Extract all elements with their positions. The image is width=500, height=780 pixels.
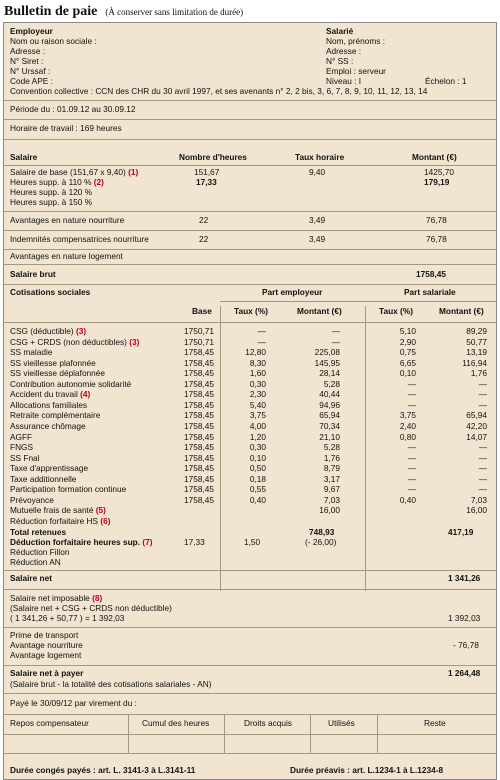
contribution-base: 1758,45	[184, 368, 214, 379]
footnote-ref: (5)	[95, 505, 106, 516]
footer-paid-leave: Durée congés payés : art. L. 3141-3 à L.3141-11	[10, 765, 196, 775]
net-pay-amount: 1 264,48	[448, 668, 481, 678]
total-deductions-label: Total retenues	[10, 527, 67, 537]
employee-part-heading: Part salariale	[404, 287, 456, 297]
gross-salary-label: Salaire brut	[10, 269, 56, 279]
rest-header: Droits acquis	[244, 718, 292, 728]
rest-header: Utilisés	[328, 718, 355, 728]
contribution-em: 94,96	[319, 399, 340, 410]
contribution-st: —	[407, 442, 416, 453]
food-benefit-label: Avantages en nature nourriture	[10, 215, 125, 225]
contribution-em: 5,28	[323, 442, 340, 453]
contribution-base: 1758,45	[184, 420, 214, 431]
contribution-em: 40,44	[319, 389, 340, 400]
food-benefit-qty: 22	[199, 215, 209, 225]
contribution-et: 12,80	[245, 347, 266, 358]
employee-rate-header: Taux (%)	[379, 306, 413, 316]
food-benefit-amount: 76,78	[426, 215, 447, 225]
contribution-st: —	[407, 389, 416, 400]
contribution-em: 70,34	[319, 420, 340, 431]
rest-header: Reste	[424, 718, 446, 728]
employer-part-heading: Part employeur	[262, 287, 323, 297]
employer-line: N° Urssaf :	[10, 66, 51, 76]
employee-amount-header: Montant (€)	[439, 306, 484, 316]
taxable-amount: 1 392,03	[448, 613, 481, 623]
payslip-header	[0, 0, 500, 22]
contribution-et: —	[257, 326, 266, 336]
net-pay-label: Salaire net à payer	[10, 668, 84, 678]
net-salary-amount: 1 341,26	[448, 573, 481, 583]
contribution-label: Taxe additionnelle	[10, 473, 77, 484]
contribution-st: —	[407, 399, 416, 410]
contribution-st: —	[407, 378, 416, 389]
contribution-sm: 116,94	[462, 357, 487, 368]
contribution-sm: —	[478, 484, 487, 495]
contribution-st: 3,75	[399, 410, 416, 421]
base-amount: 1425,70	[424, 167, 454, 177]
contribution-sm: —	[478, 452, 487, 463]
contribution-base: 1758,45	[184, 357, 214, 368]
contribution-base: 1758,45	[184, 378, 214, 389]
contribution-sm: 65,94	[466, 410, 487, 421]
contribution-base: 1758,45	[184, 442, 214, 453]
food-allowance-label: Indemnités compensatrices nourriture	[10, 234, 149, 244]
contribution-et: 0,18	[249, 473, 266, 484]
overtime-deduction-amount: (- 26,00)	[305, 537, 337, 547]
contribution-et: 8,30	[249, 357, 266, 368]
footnote-ref: (7)	[142, 537, 153, 547]
convention: Convention collective : CCN des CHR du 30 avril 1997, et ses avenants n° 2, 2 bis, 3, 6, 7, 8, 9, 10, 11, 12, 13, 14	[10, 86, 428, 96]
contribution-et: 0,30	[249, 378, 266, 389]
taxable-computation: ( 1 341,26 + 50,77 ) = 1 392,03	[10, 613, 125, 623]
contribution-base: 1758,45	[184, 389, 214, 400]
contribution-em: 1,76	[323, 452, 340, 463]
employer-line: Adresse :	[10, 46, 46, 56]
housing-benefit-label: Avantages en nature logement	[10, 251, 123, 261]
contribution-base: 1750,71	[184, 326, 214, 336]
contribution-base: 1750,71	[184, 336, 214, 347]
payslip-title: Bulletin de paie	[4, 4, 98, 19]
overtime-deduction-label: Déduction forfaitaire heures sup. (7)	[10, 537, 153, 547]
salary-header: Salaire	[10, 152, 38, 162]
contribution-st: 0,80	[399, 431, 416, 442]
contribution-sm: 14,07	[466, 431, 487, 442]
overtime-deduction-base: 17,33	[184, 537, 205, 547]
contribution-em: 9,67	[323, 484, 340, 495]
base-rate: 9,40	[309, 167, 326, 177]
employee-line: N° SS :	[326, 56, 354, 66]
net-salary-label: Salaire net	[10, 573, 52, 583]
contribution-st: 5,10	[399, 326, 416, 336]
contribution-st: 0,75	[399, 347, 416, 358]
contribution-em: 16,00	[319, 505, 340, 516]
contribution-label: Retraite complémentaire	[10, 410, 101, 421]
employee-line: Niveau : I	[326, 76, 362, 86]
payment-line: Payé le 30/09/12 par virement du :	[10, 698, 137, 708]
contribution-base: 1758,45	[184, 410, 214, 421]
base-hours: 151,67	[194, 167, 220, 177]
contribution-sm: 42,20	[466, 420, 487, 431]
contribution-st: —	[407, 473, 416, 484]
food-allowance-amount: 76,78	[426, 234, 447, 244]
contribution-label: CSG (déductible) (3)	[10, 326, 87, 336]
contribution-base: 1758,45	[184, 463, 214, 474]
housing-advantage-label: Avantage logement	[10, 650, 82, 660]
contribution-base: 1758,45	[184, 452, 214, 463]
contribution-base: 1758,45	[184, 473, 214, 484]
rest-header: Cumul des heures	[142, 718, 210, 728]
base-salary-label: Salaire de base (151,67 x 9,40) (1)	[10, 167, 139, 177]
contribution-st: 2,90	[399, 336, 416, 347]
contribution-label: AGFF	[10, 431, 33, 442]
contribution-sm: 89,29	[466, 326, 487, 336]
footnote-ref: (8)	[92, 593, 103, 603]
contribution-et: 0,40	[249, 494, 266, 505]
contribution-label: SS maladie	[10, 347, 53, 358]
employee-line: Nom, prénoms :	[326, 36, 386, 46]
echelon: Échelon : 1	[425, 76, 467, 86]
contribution-label: CSG + CRDS (non déductibles) (3)	[10, 336, 140, 347]
contribution-st: 0,40	[399, 494, 416, 505]
food-allowance-qty: 22	[199, 234, 209, 244]
contribution-base: 1758,45	[184, 494, 214, 505]
contribution-em: 65,94	[319, 410, 340, 421]
employee-line: Emploi : serveur	[326, 66, 386, 76]
contribution-label: Mutuelle frais de santé (5)	[10, 505, 106, 516]
contribution-et: 3,75	[249, 410, 266, 421]
contribution-em: 28,14	[319, 368, 340, 379]
taxable-formula: (Salaire net + CSG + CRDS non déductible)	[10, 603, 172, 613]
contribution-et: 4,00	[249, 420, 266, 431]
contribution-et: 1,60	[249, 368, 266, 379]
contribution-em: 7,03	[323, 494, 340, 505]
period: Période du : 01.09.12 au 30.09.12	[10, 104, 136, 114]
contribution-base: 1758,45	[184, 399, 214, 410]
taxable-salary-label: Salaire net imposable (8)	[10, 593, 103, 603]
contribution-label: Accident du travail (4)	[10, 389, 91, 400]
contribution-label: Réduction forfaitaire HS (6)	[10, 515, 111, 526]
contribution-st: —	[407, 484, 416, 495]
footer-notice: Durée préavis : art. L.1234-1 à L.1234-8	[290, 765, 444, 775]
employer-heading: Employeur	[10, 26, 53, 36]
contribution-label: Assurance chômage	[10, 420, 86, 431]
employer-line: Nom ou raison sociale :	[10, 36, 97, 46]
payslip-document	[3, 22, 497, 780]
gross-salary-amount: 1758,45	[416, 269, 446, 279]
overtime-120-label: Heures supp. à 120 %	[10, 187, 93, 197]
contribution-sm: 7,03	[470, 494, 487, 505]
contribution-label: Participation formation continue	[10, 484, 127, 495]
fillon-label: Réduction Fillon	[10, 547, 70, 557]
footnote-ref: (3)	[129, 336, 140, 347]
footnote-ref: (4)	[80, 389, 91, 400]
contribution-em: 3,17	[323, 473, 340, 484]
contribution-et: 0,10	[249, 452, 266, 463]
rest-header: Repos compensateur	[10, 718, 89, 728]
contribution-label: Allocations familiales	[10, 399, 88, 410]
contribution-et: —	[257, 336, 266, 347]
food-allowance-rate: 3,49	[309, 234, 326, 244]
contribution-em: —	[331, 326, 340, 336]
an-label: Réduction AN	[10, 557, 61, 567]
contribution-em: 225,08	[314, 347, 340, 358]
overtime-110-label: Heures supp. à 110 % (2)	[10, 177, 104, 187]
footnote-ref: (6)	[100, 515, 111, 526]
employee-heading: Salarié	[326, 26, 354, 36]
contribution-label: Taxe d'apprentissage	[10, 463, 89, 474]
contribution-st: 2,40	[399, 420, 416, 431]
contribution-label: FNGS	[10, 442, 34, 453]
footnote-ref: (1)	[128, 167, 139, 177]
contribution-et: 0,55	[249, 484, 266, 495]
payslip-subtitle: (À conserver sans limitation de durée)	[105, 7, 244, 17]
overtime-150-label: Heures supp. à 150 %	[10, 197, 93, 207]
contribution-base: 1758,45	[184, 347, 214, 358]
footnote-ref: (3)	[75, 326, 87, 336]
contribution-sm: —	[478, 473, 487, 484]
contribution-label: Prévoyance	[10, 494, 54, 505]
footnote-ref: (2)	[93, 177, 104, 187]
contribution-st: —	[407, 452, 416, 463]
contribution-em: 21,10	[319, 431, 340, 442]
food-advantage-label: Avantage nourriture	[10, 640, 83, 650]
contribution-em: 8,79	[323, 463, 340, 474]
total-employee: 417,19	[448, 527, 474, 537]
contribution-et: 5,40	[249, 399, 266, 410]
contribution-label: SS Fnal	[10, 452, 40, 463]
employer-line: N° Siret :	[10, 56, 44, 66]
contribution-et: 0,50	[249, 463, 266, 474]
employer-rate-header: Taux (%)	[234, 306, 268, 316]
contribution-et: 2,30	[249, 389, 266, 400]
contribution-base: 1758,45	[184, 484, 214, 495]
employer-line: Code APE :	[10, 76, 53, 86]
contribution-sm: —	[478, 399, 487, 410]
contribution-et: 0,30	[249, 442, 266, 453]
employee-line: Adresse :	[326, 46, 362, 56]
contribution-base: 1758,45	[184, 431, 214, 442]
transport-label: Prime de transport	[10, 630, 79, 640]
contribution-em: 5,28	[323, 378, 340, 389]
contribution-sm: 1,76	[470, 368, 487, 379]
contribution-sm: —	[478, 463, 487, 474]
contribution-et: 1,20	[249, 431, 266, 442]
contribution-sm: —	[478, 389, 487, 400]
work-hours: Horaire de travail : 169 heures	[10, 123, 122, 133]
contribution-label: Contribution autonomie solidarité	[10, 378, 132, 389]
contribution-label: SS vieillesse déplafonnée	[10, 368, 106, 379]
overtime-deduction-rate: 1,50	[244, 537, 261, 547]
total-employer: 748,93	[309, 527, 335, 537]
base-col-header: Base	[192, 306, 212, 316]
contributions-title: Cotisations sociales	[10, 287, 91, 297]
contribution-sm: 13,19	[466, 347, 487, 358]
rate-header: Taux horaire	[295, 152, 345, 162]
contribution-em: —	[331, 336, 340, 347]
contribution-st: —	[407, 463, 416, 474]
hours-header: Nombre d'heures	[179, 152, 247, 162]
contribution-sm: 50,77	[466, 336, 487, 347]
contribution-sm: —	[478, 378, 487, 389]
amount-header: Montant (€)	[412, 152, 457, 162]
contribution-sm: —	[478, 442, 487, 453]
food-benefit-rate: 3,49	[309, 215, 326, 225]
food-advantage-amount: - 76,78	[453, 640, 479, 650]
contribution-st: 0,10	[399, 368, 416, 379]
overtime-110-hours: 17,33	[196, 177, 217, 187]
employer-amount-header: Montant (€)	[297, 306, 342, 316]
contribution-sm: 16,00	[466, 505, 487, 516]
contribution-em: 145,95	[314, 357, 340, 368]
contribution-st: 6,65	[399, 357, 416, 368]
net-pay-note: (Salaire brut - la totalité des cotisations salariales - AN)	[10, 679, 212, 689]
contribution-label: SS vieillesse plafonnée	[10, 357, 96, 368]
overtime-110-amount: 179,19	[424, 177, 450, 187]
